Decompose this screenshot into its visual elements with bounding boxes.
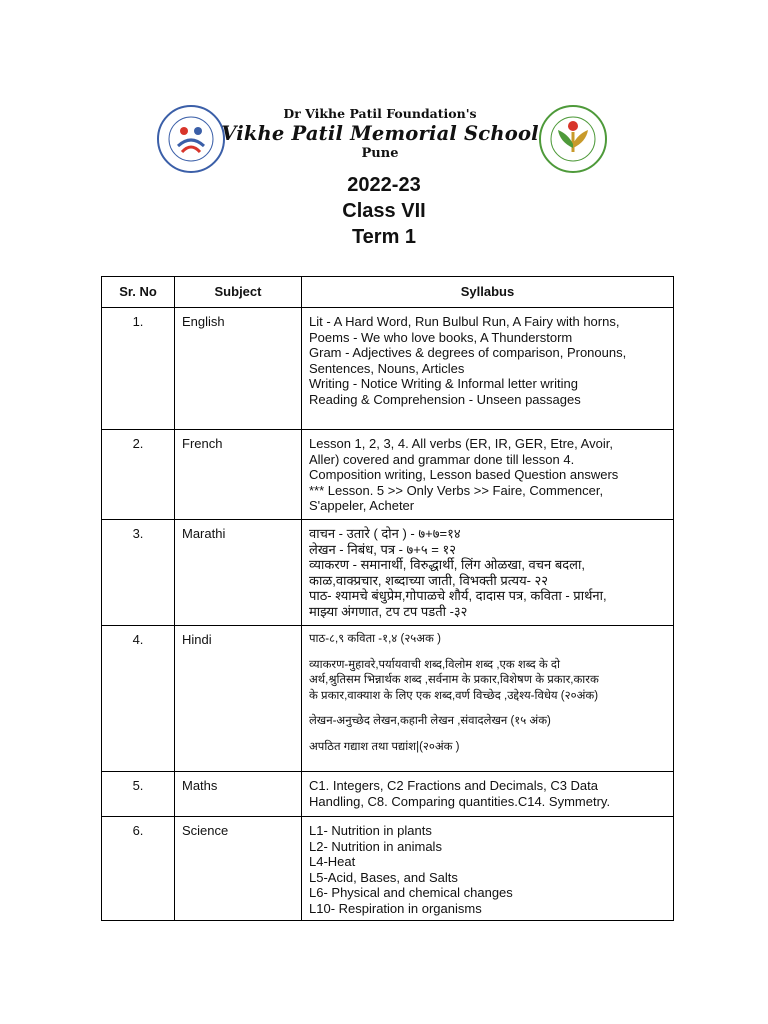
syllabus-line: *** Lesson. 5 >> Only Verbs >> Faire, Commencer, [309,482,604,498]
syllabus-line: L2- Nutrition in animals [309,838,442,854]
syllabus-line: माझ्या अंगणात, टप टप पडती -३२ [309,603,468,619]
sr-no-cell: 1. [102,308,175,430]
subject-cell: Maths [175,772,302,817]
class-name: Class VII [342,200,426,222]
syllabus-line: L1- Nutrition in plants [309,823,432,838]
syllabus-cell [302,817,674,921]
subject-cell: Science [175,817,302,921]
column-header-syllabus: Syllabus [302,277,674,308]
syllabus-line: अपठित गद्याश तथा पद्यांश|(२०अंक ) [309,740,460,753]
syllabus-line: के प्रकार,वाक्याश के लिए एक शब्द,वर्ण विच्छेद ,उद्देश्य-विधेय (२०अंक) [309,689,599,702]
syllabus-line: लेखन - निबंध, पत्र - ७+५ = १२ [309,541,456,557]
table-row [102,772,674,817]
line-gap [309,648,666,658]
syllabus-line: काळ,वाक्प्रचार, शब्दाच्या जाती, विभक्ती प्रत्यय- २२ [309,572,549,588]
document-title-block [0,172,768,250]
table-row [102,817,674,921]
syllabus-line: L5-Acid, Bases, and Salts [309,869,458,885]
sr-no-cell: 5. [102,772,175,817]
syllabus-table [101,276,674,921]
foundation-logo [156,104,226,174]
table-row [102,308,674,430]
foundation-name: Dr Vikhe Patil Foundation's [283,106,477,121]
syllabus-line: Reading & Comprehension - Unseen passages [309,391,581,407]
syllabus-line: अर्थ,श्रुतिसम भिन्नार्थक शब्द ,सर्वनाम के प्रकार,विशेषण के प्रकार,कारक [309,674,599,686]
syllabus-line: L10- Respiration in organisms [309,900,482,916]
syllabus-line: व्याकरण - समानार्थी, विरुद्धार्थी, लिंग ओळखा, वचन बदला, [309,557,585,572]
table-row [102,626,674,772]
sr-no-cell: 2. [102,430,175,520]
school-city: Pune [361,146,399,161]
syllabus-line: पाठ- श्यामचे बंधुप्रेम,गोपाळचे शौर्य, दादास पत्र, कविता - प्रार्थना, [309,588,607,603]
syllabus-line: S'appeler, Acheter [309,498,415,513]
syllabus-cell [302,772,674,817]
syllabus-line: Composition writing, Lesson based Question answers [309,467,619,482]
syllabus-line: Poems - We who love books, A Thunderstorm [309,329,573,345]
table-row [102,430,674,520]
syllabus-line: Gram - Adjectives & degrees of comparison, Pronouns, [309,345,627,360]
sr-no-cell: 4. [102,626,175,772]
syllabus-line: L6- Physical and chemical changes [309,885,513,900]
subject-cell: English [175,308,302,430]
term-name: Term 1 [351,226,417,248]
column-header-sr-no: Sr. No [102,277,175,308]
line-gap [309,730,666,740]
line-gap [309,704,666,714]
syllabus-line: Writing - Notice Writing & Informal letter writing [309,376,578,391]
syllabus-line: व्याकरण-मुहावरे,पर्यायवाची शब्द,विलोम शब्द ,एक शब्द के दो [309,658,560,671]
syllabus-line: C1. Integers, C2 Fractions and Decimals, C3 Data [309,778,599,793]
syllabus-cell [302,430,674,520]
subject-cell: Marathi [175,520,302,626]
school-logo [538,104,608,174]
school-header [0,100,768,180]
syllabus-cell [302,308,674,430]
syllabus-line: लेखन-अनुच्छेद लेखन,कहानी लेखन ,संवादलेखन (१५ अंक) [309,715,551,727]
syllabus-line: L4-Heat [309,854,356,869]
syllabus-line: Lit - A Hard Word, Run Bulbul Run, A Fairy with horns, [309,314,620,329]
academic-year: 2022-23 [347,174,421,196]
syllabus-line: Aller) covered and grammar done till lesson 4. [309,451,575,467]
syllabus-line: Handling, C8. Comparing quantities.C14. Symmetry. [309,793,611,809]
syllabus-line: Lesson 1, 2, 3, 4. All verbs (ER, IR, GER, Etre, Avoir, [309,436,613,451]
subject-cell: French [175,430,302,520]
syllabus-cell [302,520,674,626]
sr-no-cell: 3. [102,520,175,626]
table-header-row [102,277,674,308]
subject-cell: Hindi [175,626,302,772]
syllabus-line: Sentences, Nouns, Articles [309,360,465,376]
school-name: Vikhe Patil Memorial School [221,122,539,145]
sr-no-cell: 6. [102,817,175,921]
syllabus-line: पाठ-८,९ कविता -१,४ (२५अक ) [309,633,441,645]
syllabus-cell [302,626,674,772]
column-header-subject: Subject [175,277,302,308]
table-row [102,520,674,626]
syllabus-line: वाचन - उतारे ( दोन ) - ७+७=१४ [309,526,461,541]
